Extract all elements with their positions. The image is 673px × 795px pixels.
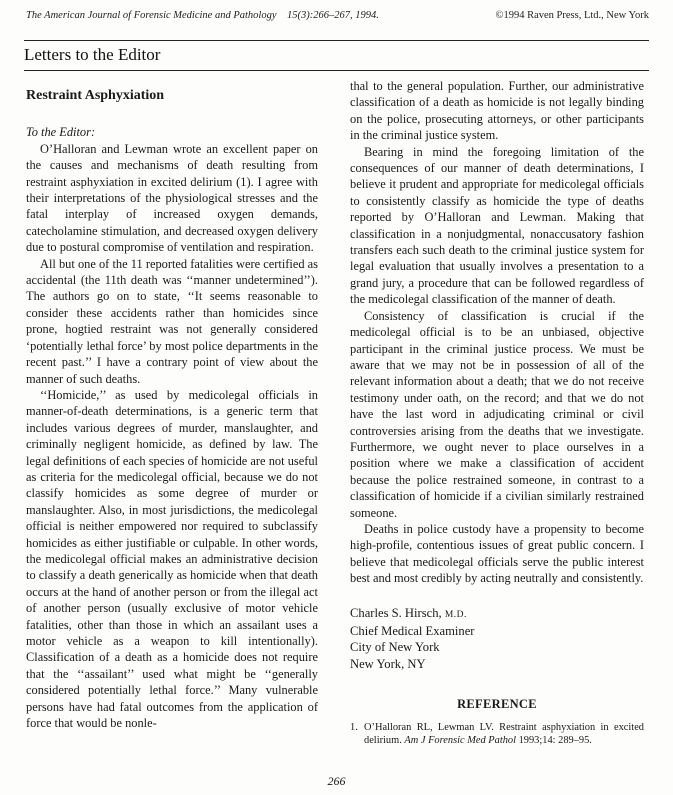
left-column (26, 78, 318, 731)
reference-volume-pages: 1993;14: 289–95. (515, 735, 592, 747)
body-paragraph: ‘‘Homicide,’’ as used by medicolegal officials in manner-of-death determinations, is a generic term that includes various degrees of murder, manslaughter, and criminally negligent homicide, as defined by law. The legal definitions of each species of homicide are not useful as criteria for the medicolegal official, because we do not classify homicides as some degree of murder or manslaughter. Also, in most jurisdictions, the medicolegal official is neither empowered nor required to subclassify homicides as either justifiable or culpable. In other words, the medicolegal official makes an administrative decision to classify a death generically as homicide when that death occurs at the hand of another person or from the illegal act of another person (usually exclusive of motor vehicle fatalities, other than those in which an assailant uses a motor vehicle as a weapon to kill intentionally). Classification of a death as a homicide does not require that the ‘‘assailant’’ used what might be ‘‘generally considered potentially lethal force.’’ Many vulnerable persons have had fatal outcomes from the application of force that would be nonle- (26, 387, 318, 731)
body-paragraph-continued: thal to the general population. Further, our administrative classification of a death as homicide is not legally binding on the police, prosecuting attorneys, or other participants in the criminal justice system. (350, 79, 644, 143)
section-rule (24, 70, 649, 71)
copyright-notice: ©1994 Raven Press, Ltd., New York (495, 10, 649, 21)
section-title: Letters to the Editor (24, 45, 161, 64)
header-rule (24, 40, 649, 41)
journal-citation (26, 10, 379, 21)
salutation: To the Editor: (26, 125, 96, 140)
body-paragraph: Consistency of classification is crucial if the medicolegal official is to be an unbiased, objective participant in the criminal justice process. We must be aware that we may not be in possession of all of the relevant information about a death; that we do not receive testimony under oath, on the record; and that we do not have the last word in adjudicating criminal or civil controversies arising from the deaths that we investigate. Furthermore, we ought never to place ourselves in a position where we make a classification of accident because the police restrained someone, in contrast to a classification of homicide if a civilian similarly restrained someone. (350, 308, 644, 520)
author-organization: City of New York (350, 640, 440, 655)
body-paragraph: O’Halloran and Lewman wrote an excellent paper on the causes and mechanisms of death resulting from restraint asphyxiation in excited delirium (1). I agree with their interpretations of the physiological stresses and the fatal interplay of increased oxygen demands, catecholamine stimulation, and decreased oxygen delivery due to postural compromise of ventilation and respiration. (26, 141, 318, 255)
right-column (350, 78, 644, 748)
body-paragraph: Bearing in mind the foregoing limitation of the consequences of our manner of death determinations, I believe it prudent and appropriate for medicolegal officials to consistently classify as homicide the type of deaths reported by O’Halloran and Lewman. Making that classification in a nonjudgmental, nonaccusatory fashion transfers each such death to the criminal justice system for legal evaluation that usually involves a presentation to a grand jury, a procedure that can be followed regardless of the medicolegal classification of the manner of death. (350, 144, 644, 307)
journal-name: The American Journal of Forensic Medicine and Pathology (26, 10, 277, 21)
signature-block (350, 605, 644, 673)
author-title: Chief Medical Examiner (350, 624, 475, 638)
article-title: Restraint Asphyxiation (26, 88, 165, 103)
body-paragraph: Deaths in police custody have a propensity to become high-profile, contentious issues of great public concern. I believe that medicolegal officials serve the public interest best and most credibly by acting neutrally and consistently. (350, 521, 644, 586)
reference-number: 1. (350, 721, 358, 733)
reference-journal: Am J Forensic Med Pathol (404, 735, 516, 747)
author-name: Charles S. Hirsch, (350, 605, 442, 620)
reference-authors-title: O’Halloran RL, Lewman LV. Restraint asphyxiation in excited delirium. (364, 721, 644, 747)
running-header (26, 10, 649, 21)
author-line (350, 605, 644, 623)
page-number: 266 (327, 774, 346, 788)
reference-item (350, 721, 644, 748)
author-location: New York, NY (350, 656, 426, 671)
author-degree: M.D. (444, 609, 467, 620)
body-paragraph: All but one of the 11 reported fatalities were certified as accidental (the 11th death was ‘‘manner undetermined’’). The authors go on to state, ‘‘It seems reasonable to consider these accidents rather than homicides since prone, hogtied restraint was not generally considered ‘potentially lethal force’ by most police departments in the recent past.’’ I have a contrary point of view about the manner of such deaths. (26, 256, 318, 386)
reference-text (364, 721, 644, 748)
issue-citation: 15(3):266–267, 1994. (287, 10, 379, 21)
reference-heading: REFERENCE (457, 697, 537, 712)
